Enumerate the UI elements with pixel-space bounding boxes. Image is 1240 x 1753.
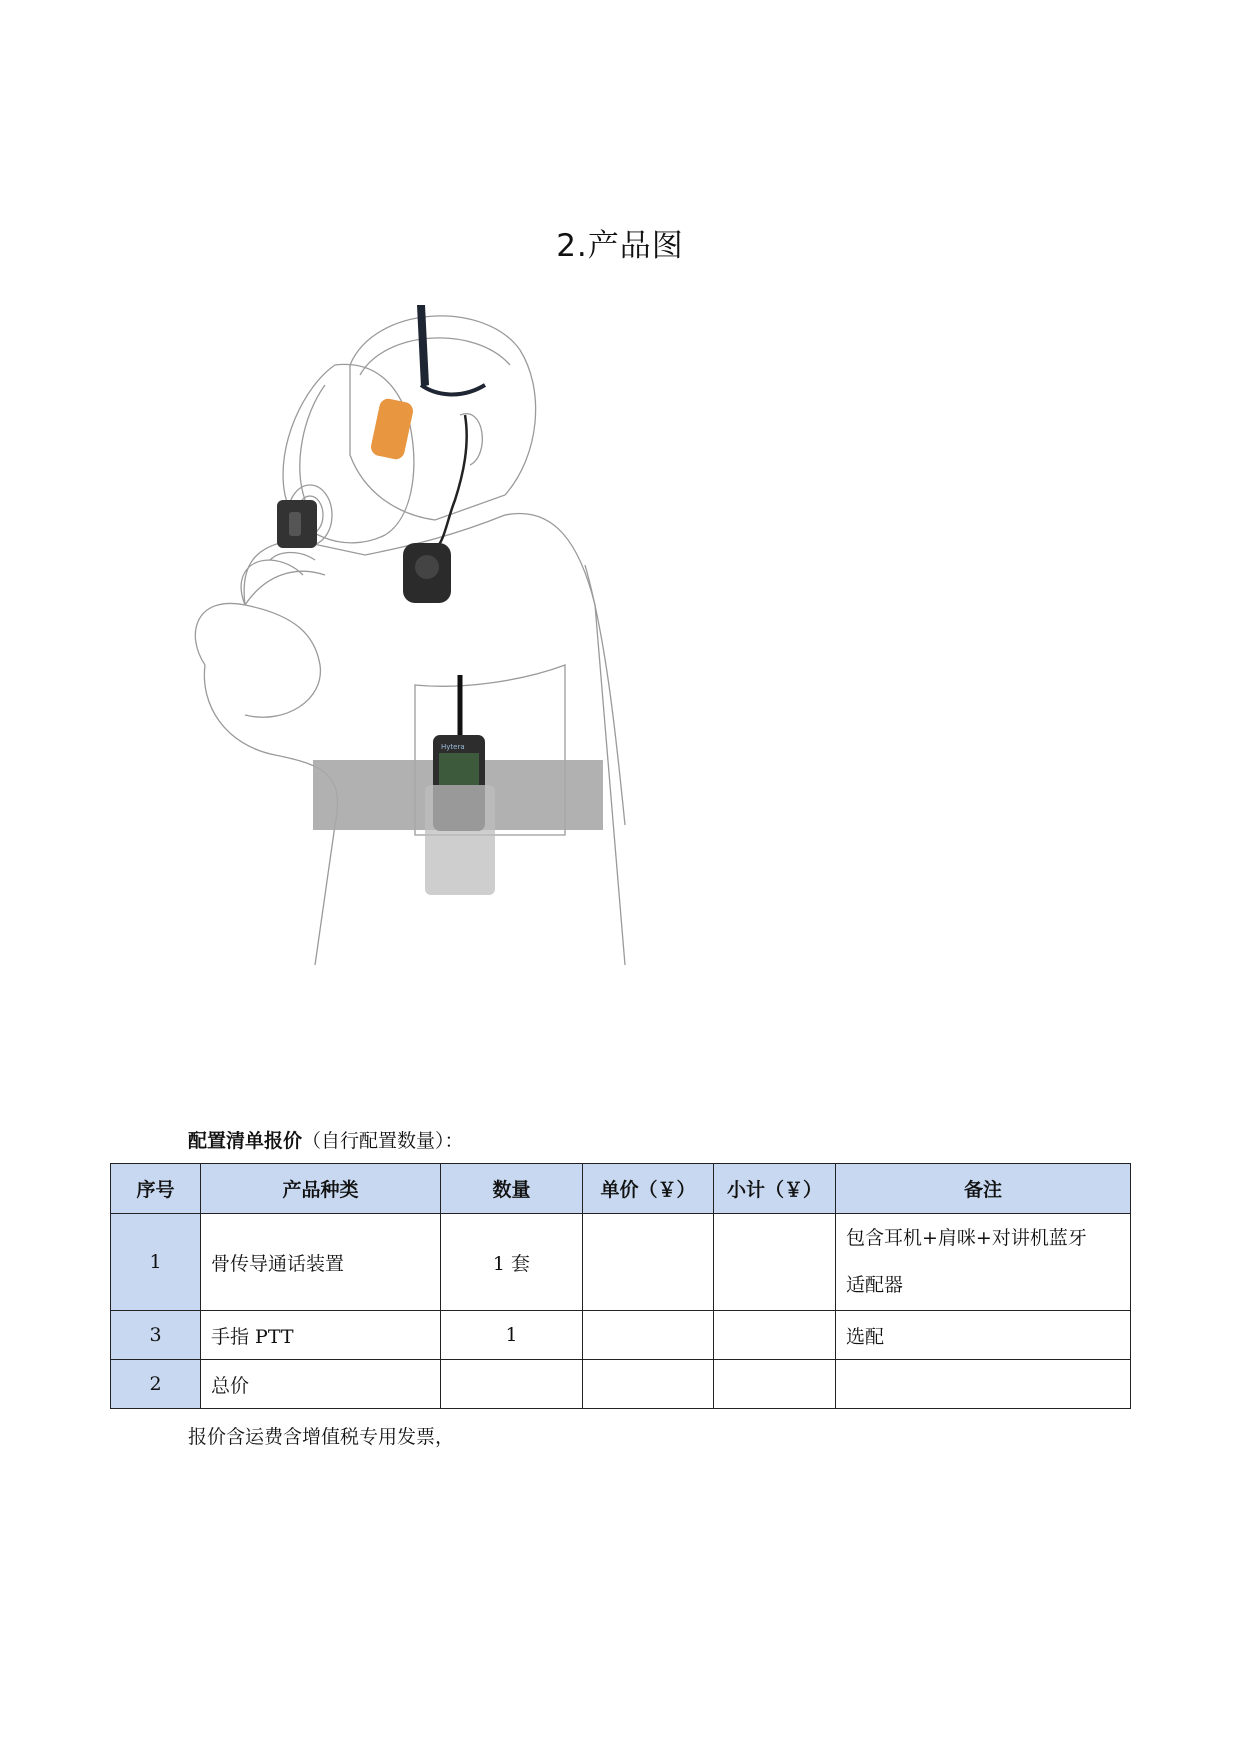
cell-unit-price: [583, 1360, 714, 1409]
cell-subtotal: [714, 1360, 836, 1409]
cell-remark: [836, 1360, 1131, 1409]
footer-note: 报价含运费含增值税专用发票，: [188, 1426, 455, 1448]
cell-unit-price: [583, 1311, 714, 1360]
header-unit-price: 单价（￥）: [583, 1164, 714, 1214]
cell-product: 骨传导通话装置: [201, 1214, 441, 1311]
cell-seq: 3: [111, 1311, 201, 1360]
table-header-row: [111, 1164, 1131, 1214]
page-title: 2.产品图: [556, 228, 684, 264]
cell-qty: 1 套: [441, 1214, 583, 1311]
bone-conduction-earpiece: [369, 397, 414, 461]
head-strap: [417, 305, 429, 387]
header-product: 产品种类: [201, 1164, 441, 1214]
cell-remark: [836, 1214, 1131, 1311]
quote-heading-bold: 配置清单报价: [188, 1130, 303, 1152]
cell-seq: 2: [111, 1360, 201, 1409]
table-row: [111, 1311, 1131, 1360]
radio-brand-label: Hytera: [441, 743, 465, 751]
header-remark: 备注: [836, 1164, 1131, 1214]
cell-remark-line2: 适配器: [846, 1274, 904, 1296]
quote-heading: [188, 1128, 464, 1154]
cell-remark-line1: 包含耳机+肩咪+对讲机蓝牙: [846, 1227, 1087, 1249]
firefighter-with-comms-illustration: [185, 305, 690, 970]
table-row: [111, 1214, 1131, 1311]
cell-product: 总价: [201, 1360, 441, 1409]
cell-qty: [441, 1360, 583, 1409]
cell-unit-price: [583, 1214, 714, 1311]
cell-seq: 1: [111, 1214, 201, 1311]
header-seq: 序号: [111, 1164, 201, 1214]
quote-table: [110, 1163, 1131, 1409]
cell-subtotal: [714, 1214, 836, 1311]
header-qty: 数量: [441, 1164, 583, 1214]
quote-heading-note: （自行配置数量）：: [302, 1130, 464, 1152]
table-row: [111, 1360, 1131, 1409]
cell-subtotal: [714, 1311, 836, 1360]
cell-remark: 选配: [836, 1311, 1131, 1360]
cell-qty: 1: [441, 1311, 583, 1360]
header-subtotal: 小计（￥）: [714, 1164, 836, 1214]
product-illustration: [185, 305, 690, 970]
radio-holster: [425, 785, 495, 895]
cell-product: 手指 PTT: [201, 1311, 441, 1360]
